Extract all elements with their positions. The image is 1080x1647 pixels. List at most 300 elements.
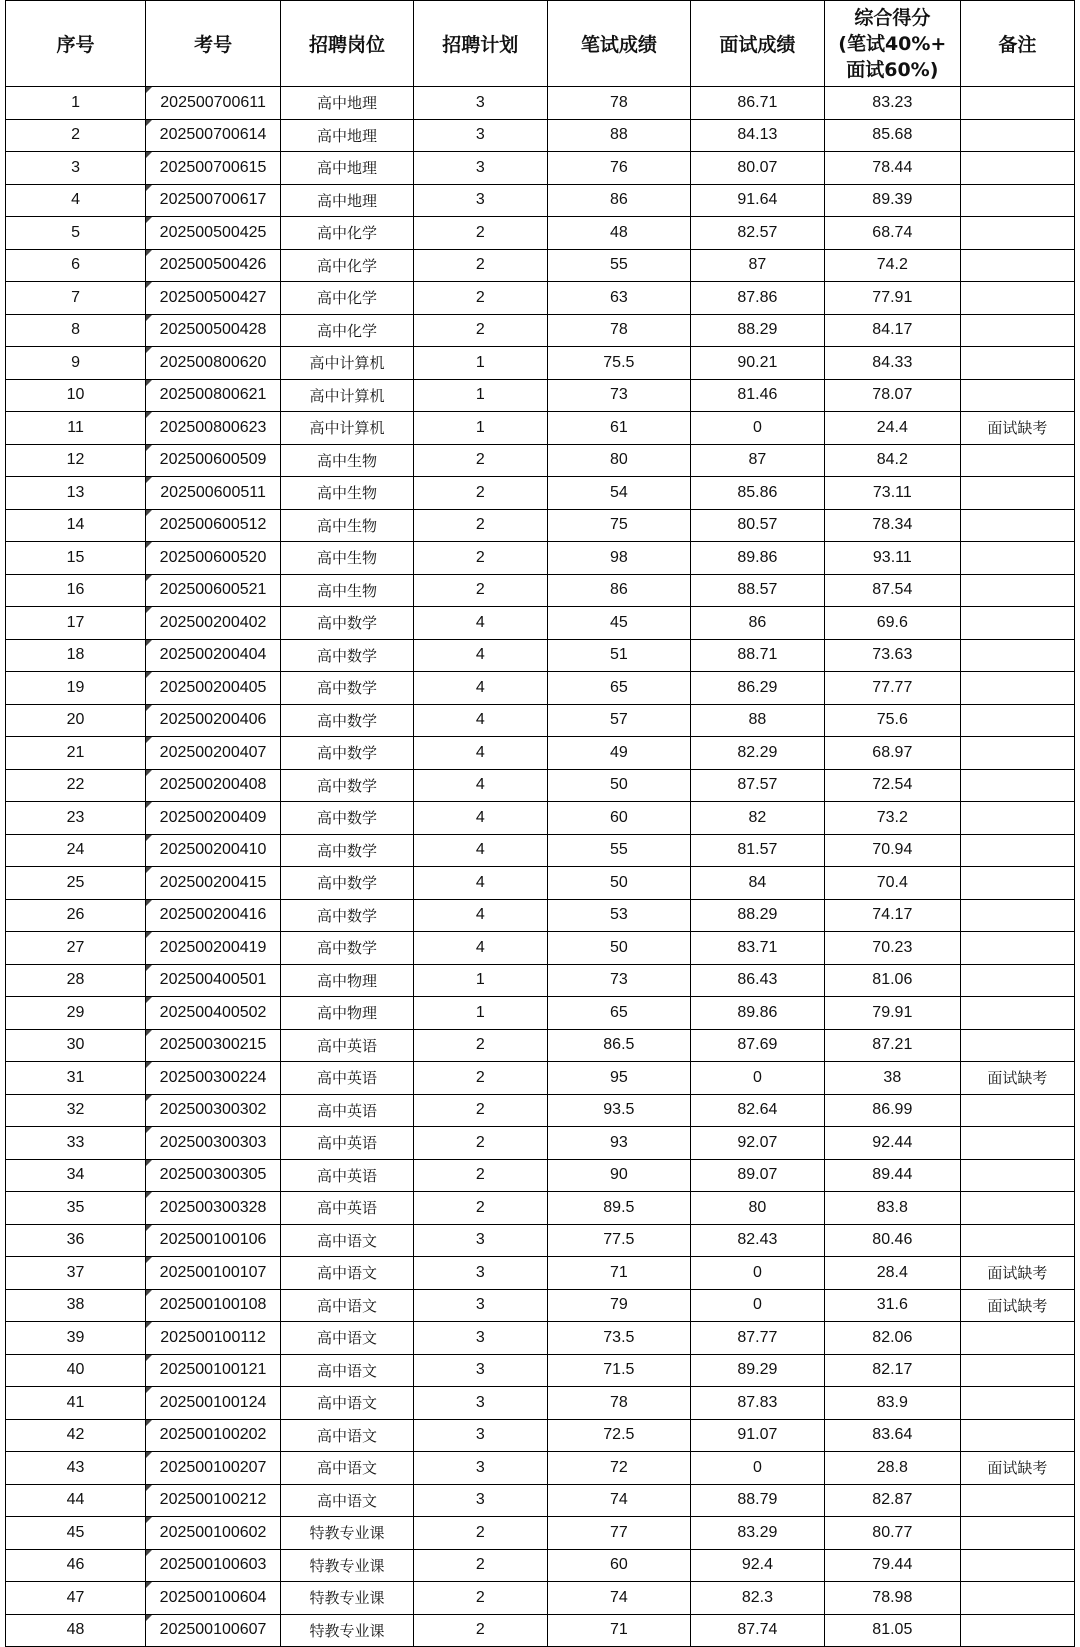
cell-position: 高中英语 [281,1192,414,1225]
table-row [6,672,1075,705]
table-row [6,217,1075,250]
cell-exam-number: 202500100106 [146,1224,281,1257]
cell-composite-score: 87.54 [824,574,960,607]
cell-exam-number: 202500100603 [146,1549,281,1582]
cell-composite-score: 72.54 [824,769,960,802]
cell-composite-score: 81.05 [824,1614,960,1647]
cell-position: 高中英语 [281,1062,414,1095]
table-row [6,802,1075,835]
cell-index: 6 [6,249,146,282]
cell-composite-score: 93.11 [824,542,960,575]
table-row [6,1484,1075,1517]
table-row [6,347,1075,380]
cell-remark [960,1419,1074,1452]
cell-remark [960,542,1074,575]
cell-exam-number: 202500300328 [146,1192,281,1225]
table-row [6,542,1075,575]
table-row [6,997,1075,1030]
cell-exam-number: 202500400502 [146,997,281,1030]
cell-written-score: 71.5 [547,1354,690,1387]
cell-written-score: 60 [547,802,690,835]
cell-plan: 3 [413,152,547,185]
cell-plan: 3 [413,87,547,120]
cell-remark [960,444,1074,477]
cell-composite-score: 68.97 [824,737,960,770]
cell-position: 高中数学 [281,867,414,900]
cell-plan: 3 [413,1322,547,1355]
cell-plan: 1 [413,379,547,412]
cell-interview-score: 91.64 [690,184,824,217]
cell-composite-score: 92.44 [824,1127,960,1160]
cell-remark [960,574,1074,607]
cell-index: 19 [6,672,146,705]
table-row [6,87,1075,120]
cell-interview-score: 88.79 [690,1484,824,1517]
header-exam-number: 考号 [146,1,281,87]
table-row [6,1192,1075,1225]
cell-composite-score: 79.44 [824,1549,960,1582]
table-row [6,1419,1075,1452]
cell-composite-score: 73.11 [824,477,960,510]
cell-composite-score: 75.6 [824,704,960,737]
cell-interview-score: 81.57 [690,834,824,867]
cell-index: 42 [6,1419,146,1452]
header-plan: 招聘计划 [413,1,547,87]
table-row [6,899,1075,932]
cell-plan: 2 [413,1549,547,1582]
cell-written-score: 79 [547,1289,690,1322]
cell-composite-score: 86.99 [824,1094,960,1127]
cell-position: 高中地理 [281,119,414,152]
cell-exam-number: 202500100124 [146,1387,281,1420]
cell-index: 23 [6,802,146,835]
cell-plan: 3 [413,1452,547,1485]
table-row [6,607,1075,640]
cell-written-score: 65 [547,672,690,705]
cell-exam-number: 202500500427 [146,282,281,315]
table-row [6,1614,1075,1647]
table-row [6,1062,1075,1095]
cell-index: 10 [6,379,146,412]
cell-exam-number: 202500200404 [146,639,281,672]
cell-written-score: 86 [547,184,690,217]
table-body [6,87,1075,1647]
cell-interview-score: 87.83 [690,1387,824,1420]
cell-written-score: 71 [547,1257,690,1290]
cell-remark [960,217,1074,250]
cell-exam-number: 202500500426 [146,249,281,282]
cell-position: 高中数学 [281,899,414,932]
cell-exam-number: 202500300302 [146,1094,281,1127]
cell-position: 高中语文 [281,1419,414,1452]
cell-index: 2 [6,119,146,152]
cell-plan: 3 [413,1224,547,1257]
cell-composite-score: 82.87 [824,1484,960,1517]
cell-interview-score: 88 [690,704,824,737]
cell-position: 高中数学 [281,672,414,705]
cell-position: 特教专业课 [281,1582,414,1615]
cell-composite-score: 83.23 [824,87,960,120]
header-row [6,1,1075,87]
cell-index: 30 [6,1029,146,1062]
cell-interview-score: 86.29 [690,672,824,705]
cell-position: 高中英语 [281,1127,414,1160]
cell-plan: 4 [413,769,547,802]
results-table [5,0,1075,1647]
table-row [6,152,1075,185]
header-composite-line1: 综合得分 [854,6,931,29]
cell-interview-score: 87 [690,444,824,477]
table-row [6,1094,1075,1127]
cell-index: 16 [6,574,146,607]
table-row [6,249,1075,282]
cell-plan: 4 [413,899,547,932]
cell-composite-score: 89.39 [824,184,960,217]
cell-plan: 4 [413,834,547,867]
table-row [6,509,1075,542]
cell-interview-score: 82.43 [690,1224,824,1257]
cell-written-score: 63 [547,282,690,315]
table-row [6,119,1075,152]
cell-remark [960,347,1074,380]
cell-written-score: 50 [547,867,690,900]
cell-written-score: 49 [547,737,690,770]
cell-interview-score: 91.07 [690,1419,824,1452]
cell-plan: 4 [413,867,547,900]
cell-composite-score: 83.8 [824,1192,960,1225]
cell-exam-number: 202500700617 [146,184,281,217]
cell-written-score: 50 [547,932,690,965]
cell-position: 高中生物 [281,509,414,542]
cell-remark [960,1484,1074,1517]
cell-index: 12 [6,444,146,477]
cell-position: 高中英语 [281,1029,414,1062]
cell-remark [960,964,1074,997]
table-row [6,1289,1075,1322]
cell-interview-score: 87 [690,249,824,282]
cell-index: 11 [6,412,146,445]
cell-index: 29 [6,997,146,1030]
cell-plan: 3 [413,1419,547,1452]
cell-index: 22 [6,769,146,802]
cell-interview-score: 80 [690,1192,824,1225]
cell-position: 高中化学 [281,282,414,315]
cell-written-score: 50 [547,769,690,802]
cell-position: 高中数学 [281,802,414,835]
cell-remark [960,1094,1074,1127]
cell-exam-number: 202500200419 [146,932,281,965]
cell-composite-score: 28.4 [824,1257,960,1290]
cell-exam-number: 202500300305 [146,1159,281,1192]
cell-exam-number: 202500100108 [146,1289,281,1322]
cell-composite-score: 69.6 [824,607,960,640]
cell-composite-score: 87.21 [824,1029,960,1062]
cell-exam-number: 202500300215 [146,1029,281,1062]
cell-position: 高中生物 [281,477,414,510]
cell-position: 高中生物 [281,574,414,607]
cell-plan: 2 [413,1159,547,1192]
cell-exam-number: 202500600509 [146,444,281,477]
cell-plan: 2 [413,1094,547,1127]
cell-interview-score: 83.29 [690,1517,824,1550]
cell-plan: 3 [413,1257,547,1290]
cell-plan: 4 [413,672,547,705]
cell-interview-score: 87.74 [690,1614,824,1647]
cell-interview-score: 90.21 [690,347,824,380]
cell-position: 高中语文 [281,1484,414,1517]
cell-exam-number: 202500200408 [146,769,281,802]
table-row [6,639,1075,672]
cell-remark [960,1127,1074,1160]
cell-index: 27 [6,932,146,965]
cell-composite-score: 89.44 [824,1159,960,1192]
cell-written-score: 75.5 [547,347,690,380]
table-row [6,1517,1075,1550]
cell-index: 8 [6,314,146,347]
cell-composite-score: 85.68 [824,119,960,152]
cell-written-score: 72.5 [547,1419,690,1452]
cell-index: 44 [6,1484,146,1517]
cell-position: 高中语文 [281,1452,414,1485]
cell-interview-score: 0 [690,1257,824,1290]
cell-written-score: 78 [547,314,690,347]
cell-remark [960,1192,1074,1225]
cell-exam-number: 202500100202 [146,1419,281,1452]
cell-exam-number: 202500200409 [146,802,281,835]
cell-exam-number: 202500700614 [146,119,281,152]
cell-remark [960,867,1074,900]
cell-position: 高中物理 [281,997,414,1030]
cell-plan: 2 [413,1062,547,1095]
cell-index: 45 [6,1517,146,1550]
cell-plan: 3 [413,1484,547,1517]
cell-written-score: 74 [547,1582,690,1615]
cell-index: 32 [6,1094,146,1127]
cell-remark [960,1387,1074,1420]
cell-interview-score: 82.3 [690,1582,824,1615]
cell-written-score: 74 [547,1484,690,1517]
cell-interview-score: 87.86 [690,282,824,315]
cell-interview-score: 0 [690,1062,824,1095]
table-row [6,1582,1075,1615]
cell-interview-score: 89.86 [690,997,824,1030]
cell-remark [960,1549,1074,1582]
cell-written-score: 55 [547,249,690,282]
cell-position: 特教专业课 [281,1549,414,1582]
cell-index: 28 [6,964,146,997]
cell-remark: 面试缺考 [960,412,1074,445]
cell-remark [960,704,1074,737]
cell-composite-score: 83.9 [824,1387,960,1420]
cell-position: 高中语文 [281,1257,414,1290]
cell-position: 高中数学 [281,639,414,672]
cell-written-score: 65 [547,997,690,1030]
cell-index: 20 [6,704,146,737]
cell-composite-score: 79.91 [824,997,960,1030]
cell-plan: 2 [413,282,547,315]
cell-remark: 面试缺考 [960,1257,1074,1290]
cell-composite-score: 83.64 [824,1419,960,1452]
cell-interview-score: 0 [690,1289,824,1322]
cell-written-score: 75 [547,509,690,542]
cell-plan: 1 [413,412,547,445]
cell-composite-score: 82.17 [824,1354,960,1387]
cell-written-score: 72 [547,1452,690,1485]
cell-remark [960,1322,1074,1355]
cell-written-score: 61 [547,412,690,445]
cell-index: 1 [6,87,146,120]
cell-interview-score: 87.77 [690,1322,824,1355]
cell-index: 18 [6,639,146,672]
cell-remark [960,769,1074,802]
cell-composite-score: 74.2 [824,249,960,282]
cell-index: 5 [6,217,146,250]
cell-written-score: 60 [547,1549,690,1582]
cell-exam-number: 202500300224 [146,1062,281,1095]
cell-written-score: 86 [547,574,690,607]
cell-remark [960,1582,1074,1615]
cell-exam-number: 202500100212 [146,1484,281,1517]
cell-written-score: 98 [547,542,690,575]
cell-interview-score: 80.57 [690,509,824,542]
cell-remark [960,1517,1074,1550]
cell-position: 高中地理 [281,87,414,120]
cell-index: 33 [6,1127,146,1160]
cell-index: 14 [6,509,146,542]
table-row [6,867,1075,900]
cell-exam-number: 202500300303 [146,1127,281,1160]
cell-interview-score: 89.86 [690,542,824,575]
table-row [6,477,1075,510]
cell-remark [960,509,1074,542]
cell-position: 高中计算机 [281,412,414,445]
cell-position: 特教专业课 [281,1614,414,1647]
header-composite-line2: (笔试40%+ [838,32,947,55]
cell-index: 38 [6,1289,146,1322]
cell-exam-number: 202500200402 [146,607,281,640]
cell-position: 高中英语 [281,1094,414,1127]
cell-plan: 4 [413,704,547,737]
cell-remark [960,1159,1074,1192]
cell-composite-score: 80.77 [824,1517,960,1550]
cell-remark: 面试缺考 [960,1452,1074,1485]
cell-plan: 1 [413,997,547,1030]
cell-plan: 2 [413,1582,547,1615]
cell-interview-score: 89.07 [690,1159,824,1192]
cell-composite-score: 70.94 [824,834,960,867]
cell-written-score: 86.5 [547,1029,690,1062]
cell-interview-score: 88.29 [690,899,824,932]
cell-written-score: 73 [547,379,690,412]
cell-index: 17 [6,607,146,640]
cell-interview-score: 86 [690,607,824,640]
cell-index: 3 [6,152,146,185]
cell-exam-number: 202500100602 [146,1517,281,1550]
cell-index: 39 [6,1322,146,1355]
cell-remark: 面试缺考 [960,1062,1074,1095]
cell-written-score: 78 [547,1387,690,1420]
cell-plan: 3 [413,119,547,152]
cell-composite-score: 82.06 [824,1322,960,1355]
cell-plan: 2 [413,1029,547,1062]
cell-plan: 3 [413,1289,547,1322]
cell-interview-score: 88.57 [690,574,824,607]
table-row [6,1159,1075,1192]
cell-index: 43 [6,1452,146,1485]
cell-written-score: 90 [547,1159,690,1192]
cell-interview-score: 0 [690,1452,824,1485]
cell-plan: 4 [413,737,547,770]
cell-index: 37 [6,1257,146,1290]
cell-composite-score: 28.8 [824,1452,960,1485]
cell-index: 35 [6,1192,146,1225]
cell-composite-score: 78.44 [824,152,960,185]
cell-plan: 4 [413,607,547,640]
table-row [6,1127,1075,1160]
table-row [6,1257,1075,1290]
cell-exam-number: 202500200416 [146,899,281,932]
cell-plan: 3 [413,1387,547,1420]
table-row [6,932,1075,965]
cell-exam-number: 202500200407 [146,737,281,770]
cell-position: 高中语文 [281,1289,414,1322]
cell-interview-score: 82.64 [690,1094,824,1127]
cell-index: 31 [6,1062,146,1095]
cell-interview-score: 81.46 [690,379,824,412]
cell-remark: 面试缺考 [960,1289,1074,1322]
cell-position: 高中数学 [281,769,414,802]
cell-interview-score: 89.29 [690,1354,824,1387]
cell-remark [960,932,1074,965]
cell-exam-number: 202500200415 [146,867,281,900]
cell-exam-number: 202500700611 [146,87,281,120]
cell-position: 高中语文 [281,1322,414,1355]
cell-written-score: 57 [547,704,690,737]
cell-written-score: 77.5 [547,1224,690,1257]
cell-exam-number: 202500800621 [146,379,281,412]
cell-remark [960,314,1074,347]
table-row [6,737,1075,770]
header-remark: 备注 [960,1,1074,87]
cell-written-score: 48 [547,217,690,250]
cell-index: 47 [6,1582,146,1615]
cell-remark [960,152,1074,185]
cell-exam-number: 202500700615 [146,152,281,185]
header-position: 招聘岗位 [281,1,414,87]
cell-plan: 1 [413,964,547,997]
cell-exam-number: 202500600521 [146,574,281,607]
cell-written-score: 77 [547,1517,690,1550]
cell-composite-score: 80.46 [824,1224,960,1257]
cell-remark [960,802,1074,835]
cell-exam-number: 202500800620 [146,347,281,380]
header-written-score: 笔试成绩 [547,1,690,87]
cell-exam-number: 202500100107 [146,1257,281,1290]
table-header [6,1,1075,87]
cell-plan: 2 [413,314,547,347]
cell-index: 9 [6,347,146,380]
cell-written-score: 76 [547,152,690,185]
cell-index: 36 [6,1224,146,1257]
cell-remark [960,607,1074,640]
cell-position: 高中地理 [281,152,414,185]
table-row [6,1322,1075,1355]
cell-position: 高中数学 [281,737,414,770]
cell-position: 高中生物 [281,542,414,575]
cell-plan: 3 [413,184,547,217]
table-row [6,412,1075,445]
cell-plan: 2 [413,217,547,250]
